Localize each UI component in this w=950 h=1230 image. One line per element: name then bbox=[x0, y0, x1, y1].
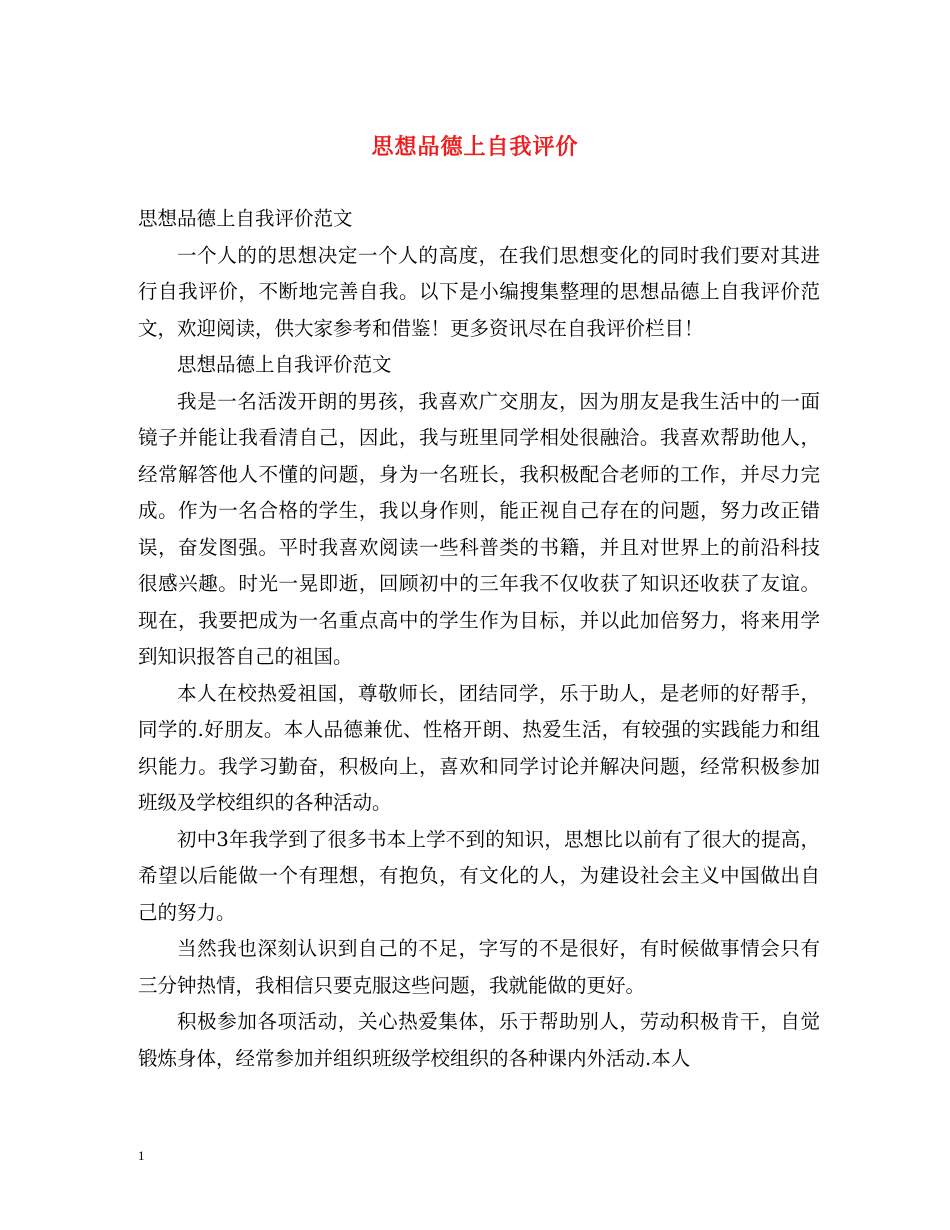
document-title: 思想品德上自我评价 bbox=[371, 134, 579, 160]
paragraph-subtitle: 思想品德上自我评价范文 bbox=[138, 207, 353, 230]
paragraph-body-4: 当然我也深刻认识到自己的不足，字写的不是很好，有时候做事情会只有三分钟热情，我相信只要克服这些问题，我就能做的更好。 bbox=[138, 937, 820, 997]
paragraph-body-1: 我是一名活泼开朗的男孩，我喜欢广交朋友，因为朋友是我生活中的一面镜子并能让我看清自己，因此，我与班里同学相处很融洽。我喜欢帮助他人，经常解答他人不懂的问题，身为一名班长，我积极配合老师的工作，并尽力完成。作为一名合格的学生，我以身作则，能正视自己存在的问题，努力改正错误，奋发图强。平时我喜欢阅读一些科普类的书籍，并且对世界上的前沿科技很感兴趣。时光一晃即逝，回顾初中的三年我不仅收获了知识还收获了友谊。现在，我要把成为一名重点高中的学生作为目标，并以此加倍努力，将来用学到知识报答自己的祖国。 bbox=[138, 389, 820, 668]
document-body bbox=[138, 201, 820, 1077]
paragraph-body-5: 积极参加各项活动，关心热爱集体，乐于帮助别人，劳动积极肯干，自觉锻炼身体，经常参加并组织班级学校组织的各种课内外活动.本人 bbox=[138, 1010, 820, 1070]
paragraph-body-2: 本人在校热爱祖国，尊敬师长，团结同学，乐于助人，是老师的好帮手，同学的.好朋友。本人品德兼优、性格开朗、热爱生活，有较强的实践能力和组织能力。我学习勤奋，积极向上，喜欢和同学讨论并解决问题，经常积极参加班级及学校组织的各种活动。 bbox=[138, 681, 820, 814]
page-number: 1 bbox=[138, 1148, 145, 1163]
paragraph-body-3: 初中3年我学到了很多书本上学不到的知识，思想比以前有了很大的提高，希望以后能做一个有理想，有抱负，有文化的人，为建设社会主义中国做出自己的努力。 bbox=[138, 827, 820, 924]
paragraph-intro: 一个人的的思想决定一个人的高度，在我们思想变化的同时我们要对其进行自我评价，不断地完善自我。以下是小编搜集整理的思想品德上自我评价范文，欢迎阅读，供大家参考和借鉴！更多资讯尽在自我评价栏目！ bbox=[138, 243, 820, 340]
paragraph-heading: 思想品德上自我评价范文 bbox=[177, 353, 392, 376]
